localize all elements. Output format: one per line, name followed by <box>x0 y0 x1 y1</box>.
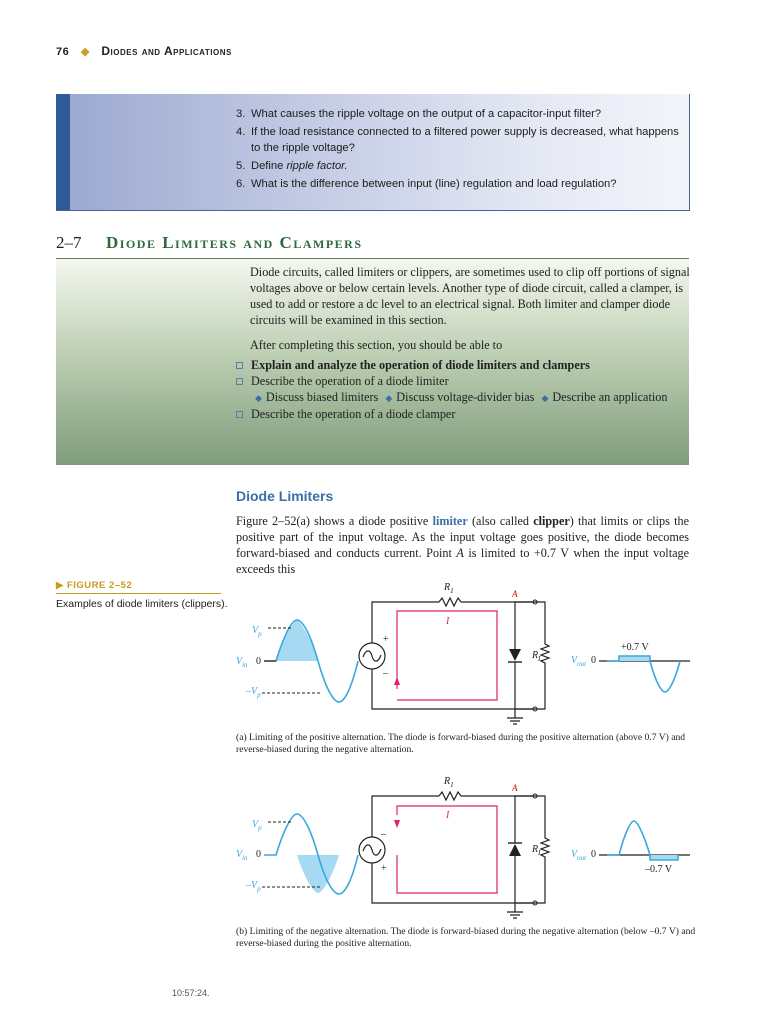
node-a-label: A <box>512 589 518 599</box>
caption-a: (a) Limiting of the positive alternation. The diode is forward-biased during the positive alternation (above 0.7 V) and reverse-biased during the negative alternation. <box>236 732 686 755</box>
svg-text:R1: $R_1$ <box>444 776 454 789</box>
svg-text:0: 0 <box>591 849 596 860</box>
diamond-bullet-icon: ◆ <box>541 393 549 403</box>
circuit-a <box>236 582 690 724</box>
objectives-lead: After completing this section, you should be able to <box>250 338 503 352</box>
clip-level-label: +0.7 V <box>621 642 649 653</box>
diode-icon <box>509 844 521 856</box>
vp-label: $V_p$ <box>252 625 262 638</box>
diode-icon <box>509 649 521 661</box>
svg-text:+: + <box>381 863 387 874</box>
svg-text:–: – <box>381 829 386 840</box>
svg-text:0: 0 <box>591 655 596 666</box>
figure-description: Examples of diode limiters (clippers). <box>56 598 228 610</box>
svg-text:A: A <box>512 783 518 793</box>
caption-b: (b) Limiting of the negative alternation. The diode is forward-biased during the negative alternation (below –0.7 V) and reverse-biased during the positive alternation. <box>236 926 696 949</box>
objective-main: Explain and analyze the operation of diode limiters and clampers <box>236 357 691 373</box>
body-paragraph: Figure 2–52(a) shows a diode positive limiter (also called clipper) that limits or clips the positive part of the input voltage. As the input voltage goes positive, the diode becomes forward-biased and conducts current. Point A is limited to +0.7 V when the input voltage exceeds this <box>236 514 689 576</box>
svg-text:0: 0 <box>256 849 261 860</box>
svg-text:Vout: $V_{out}$ <box>571 849 587 862</box>
vin-label: $V_{in}$ <box>236 656 248 669</box>
svg-text:I: I <box>446 810 450 821</box>
review-question: 4. If the load resistance connected to a filtered power supply is decreased, what happens to the ripple voltage? <box>236 126 679 154</box>
ground-icon <box>507 718 523 724</box>
r1-label: $R_1$ <box>444 582 454 595</box>
key-term-limiter: limiter <box>432 514 468 528</box>
rl-label: $R_L$ <box>532 650 543 663</box>
resistor-r1-icon <box>439 792 461 800</box>
ground-icon <box>507 912 523 918</box>
resistor-r1-icon <box>439 598 461 606</box>
subsection-title: Diode Limiters <box>236 488 334 504</box>
diamond-bullet-icon: ◆ <box>385 393 393 403</box>
svg-text:RL: $R_L$ <box>532 844 543 857</box>
svg-text:Vp: $V_p$ <box>252 819 262 832</box>
objective-item: Describe the operation of a diode clamper <box>236 406 691 422</box>
header-bullet: ◆ <box>80 46 90 58</box>
current-label: I <box>446 616 450 627</box>
output-waveform <box>607 821 678 860</box>
svg-text:+: + <box>383 634 389 645</box>
diamond-bullet-icon: ◆ <box>255 393 262 403</box>
section-number: 2–7 <box>56 233 82 252</box>
review-question: 6. What is the difference between input (line) regulation and load regulation? <box>236 178 617 190</box>
page-number: 76 <box>56 46 70 58</box>
neg-vp-label: $-V_p$ <box>246 686 261 699</box>
objective-item: Describe the operation of a diode limiter <box>236 373 691 389</box>
zero-label: 0 <box>256 656 261 667</box>
review-question: 5. Define ripple factor. <box>236 160 348 172</box>
circuit-b <box>236 776 690 918</box>
footer-mark: 10:57:24. <box>172 988 210 998</box>
chapter-title: Diodes and Applications <box>101 44 232 58</box>
key-term-clipper: clipper <box>533 514 570 528</box>
objective-subitems: ◆ Discuss biased limiters ◆ Discuss voltage-divider bias ◆ Describe an application <box>255 390 668 404</box>
svg-text:–: – <box>383 668 388 679</box>
svg-text:Vin: $V_{in}$ <box>236 849 248 862</box>
section-title: Diode Limiters and Clampers <box>106 233 363 252</box>
clip-level-label: –0.7 V <box>645 864 673 875</box>
figure-label: ▶ FIGURE 2–52 <box>56 580 133 591</box>
svg-text:–Vp: $-V_p$ <box>246 880 261 893</box>
vout-label: $V_{out}$ <box>571 655 587 668</box>
intro-paragraph: Diode circuits, called limiters or clippers, are sometimes used to clip off portions of signal voltages above or below certain levels. Another type of diode circuit, called a clamper, is used to add or restore a dc level to an electrical signal. Both limiter and clamper diode circuits will be examined in this section. <box>250 265 690 327</box>
triangle-marker-icon: ▶ <box>56 580 64 591</box>
review-question: 3. What causes the ripple voltage on the output of a capacitor-input filter? <box>236 108 602 120</box>
